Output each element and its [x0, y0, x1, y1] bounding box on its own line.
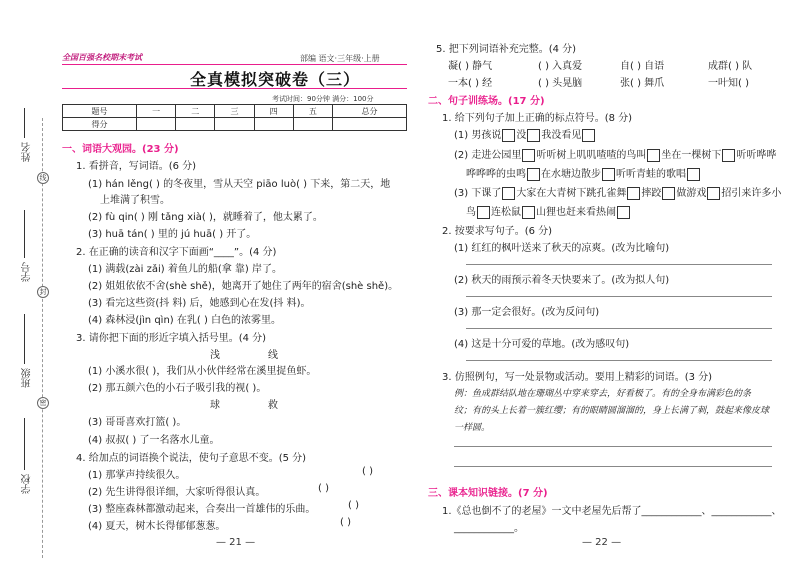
punct-box[interactable] — [722, 149, 735, 162]
question-2: 2. 在正确的读音和汉字下面画“____”。(4 分) — [76, 247, 277, 258]
header-rule-bottom — [62, 88, 407, 89]
score-input-cell[interactable] — [215, 118, 254, 131]
sentence-part: 哗哗哗的虫鸣 — [466, 169, 526, 180]
punct-sentence-3-cont — [466, 203, 631, 219]
score-input-cell[interactable] — [137, 118, 176, 131]
question-4-4: (4) 夏天，树木长得郁郁葱葱。 — [88, 521, 226, 532]
punct-box[interactable] — [502, 129, 515, 142]
sentence-part: 听听哗哗 — [736, 150, 777, 161]
question-1: 1. 看拼音，写词语。(6 分) — [76, 161, 197, 172]
rewrite-4: (4) 这是十分可爱的草地。(改为感叹句) — [454, 339, 630, 350]
question-2-2: (2) 姐姐依依不舍(shè shě)，她离开了她住了两年的宿舍(shè shě)。 — [88, 281, 399, 292]
name-blank[interactable] — [24, 108, 25, 138]
punct-box[interactable] — [477, 206, 490, 219]
answer-line[interactable] — [466, 328, 772, 329]
punct-box[interactable] — [707, 187, 720, 200]
sentence-part: 连松鼠 — [491, 207, 521, 218]
page-number-left: — 21 — — [216, 537, 256, 548]
idiom-item: 凝( ) 静气 — [448, 61, 493, 72]
question-4-2: (2) 先生讲得很详细，大家听得很认真。 — [88, 487, 266, 498]
sentence-part: 听听树上叽叽喳喳的鸟叫 — [536, 150, 647, 161]
idiom-item: 张( ) 舞爪 — [620, 78, 665, 89]
score-table-score-row — [63, 118, 407, 131]
score-cell: 一 — [137, 105, 176, 118]
idiom-item: 成群( ) 队 — [708, 61, 753, 72]
question-2-1-title: 1. 给下列句子加上正确的标点符号。(8 分) — [442, 113, 633, 124]
header-rule-top — [62, 64, 407, 65]
char-option: 线 — [268, 350, 278, 361]
answer-line[interactable] — [466, 264, 772, 265]
answer-paren[interactable]: ( ) — [340, 517, 351, 528]
question-3-2: (2) 那五颜六色的小石子吸引我的视( )。 — [88, 383, 267, 394]
answer-line[interactable] — [454, 446, 772, 447]
question-4-1: (1) 那掌声持续很久。 — [88, 470, 186, 481]
sentence-part: 山狸也赶来看热闹 — [536, 207, 616, 218]
answer-line[interactable] — [454, 466, 772, 467]
binding-circle-close: 密 — [37, 397, 49, 409]
idiom-item: ( ) 头晃脑 — [538, 78, 583, 89]
sentence-part: (2) 走进公园里 — [454, 150, 522, 161]
school-blank[interactable] — [24, 418, 25, 470]
time-info: 考试时间：90分钟 满分：100分 — [272, 95, 374, 103]
score-input-cell[interactable] — [176, 118, 215, 131]
sentence-part: 在水塘边散步 — [541, 169, 601, 180]
answer-line[interactable] — [466, 296, 772, 297]
idiom-item: 自( ) 自语 — [620, 61, 665, 72]
score-table — [62, 104, 407, 131]
punct-sentence-3 — [454, 184, 781, 200]
question-3-1-text: 1.《总也倒不了的老屋》一文中老屋先后帮了____________、____________、 — [442, 506, 782, 517]
rewrite-3: (3) 那一定会很好。(改为反问句) — [454, 307, 600, 318]
punct-box[interactable] — [522, 149, 535, 162]
punct-sentence-2-cont — [466, 165, 701, 181]
score-cell: 四 — [254, 105, 293, 118]
question-2-2-title: 2. 按要求写句子。(6 分) — [442, 226, 553, 237]
binding-circle-seal: 封 — [37, 286, 49, 298]
sentence-part: 坐在一棵树下 — [661, 150, 722, 161]
question-1-3: (3) huā tán( ) 里的 jú huā( ) 开了。 — [88, 229, 257, 240]
student-id-blank[interactable] — [24, 210, 25, 258]
question-4: 4. 给加点的词语换个说法，使句子意思不变。(5 分) — [76, 453, 307, 464]
score-cell: 题号 — [63, 105, 137, 118]
punct-box[interactable] — [627, 187, 640, 200]
idiom-item: 一叶知( ) — [708, 78, 749, 89]
score-cell: 五 — [293, 105, 332, 118]
answer-line[interactable] — [466, 360, 772, 361]
punct-box[interactable] — [582, 129, 595, 142]
punct-box[interactable] — [527, 168, 540, 181]
punct-box[interactable] — [687, 168, 700, 181]
char-option: 救 — [268, 400, 278, 411]
question-3: 3. 请你把下面的形近字填入括号里。(4 分) — [76, 333, 267, 344]
exam-banner: 全国百强名校期末考试 — [62, 53, 142, 62]
example-line-2: 纹；有的头上长着一簇红缨；有的眼睛圆溜溜的，身上长满了刺，鼓起来像皮球 — [454, 406, 770, 416]
student-id-label: 学号 — [22, 262, 33, 282]
section-1-heading: 一、词语大观园。(23 分) — [62, 144, 179, 155]
sentence-part: (3) 下课了 — [454, 188, 502, 199]
page-title: 全真模拟突破卷（三） — [190, 70, 361, 89]
question-3-4: (4) 叔叔( ) 了一名落水儿童。 — [88, 435, 220, 446]
score-table-header-row — [63, 105, 407, 118]
class-label: 班级 — [22, 368, 33, 388]
example-line-3: 一样圆。 — [454, 423, 491, 433]
question-3-3: (3) 哥哥喜欢打篮( )。 — [88, 417, 187, 428]
sentence-part: 做游戏 — [676, 188, 707, 199]
section-2-heading: 二、句子训练场。(17 分) — [428, 96, 545, 107]
punct-box[interactable] — [502, 187, 515, 200]
school-label: 学校 — [22, 474, 33, 494]
question-5: 5. 把下列词语补充完整。(4 分) — [436, 44, 577, 55]
punct-sentence-1 — [454, 126, 596, 142]
example-line-1: 例：鱼成群结队地在珊瑚丛中穿来穿去，好看极了。有的全身布满彩色的条 — [454, 389, 752, 399]
sentence-part: 没 — [516, 130, 527, 141]
score-cell: 总分 — [332, 105, 406, 118]
punct-box[interactable] — [522, 206, 535, 219]
edition-label: 部编 语文·三年级·上册 — [300, 54, 380, 63]
punct-sentence-2 — [454, 146, 776, 162]
question-1-1-cont: 上堆满了积雪。 — [100, 195, 170, 206]
char-option: 球 — [210, 400, 220, 411]
sentence-part: 听听青蛙的歌唱 — [616, 169, 686, 180]
char-option: 浅 — [210, 350, 220, 361]
question-2-1: (1) 满载(zài zǎi) 着鱼儿的船(拿 靠) 岸了。 — [88, 264, 282, 275]
question-2-3: (3) 看完这些资(抖 料) 后，她感到心在发(抖 料)。 — [88, 298, 311, 309]
answer-paren[interactable]: ( ) — [362, 466, 373, 477]
sentence-part: 招引来许多小 — [721, 188, 782, 199]
answer-paren[interactable]: ( ) — [348, 500, 359, 511]
score-row-label: 得分 — [63, 118, 137, 131]
section-3-heading: 三、课本知识链接。(7 分) — [428, 488, 548, 499]
punct-box[interactable] — [527, 129, 540, 142]
punct-box[interactable] — [617, 206, 630, 219]
sentence-part: 我没看见 — [541, 130, 582, 141]
question-2-3-title: 3. 仿照例句，写一处景物或活动。要用上精彩的词语。(3 分) — [442, 372, 713, 383]
score-input-cell[interactable] — [254, 118, 293, 131]
score-input-cell[interactable] — [293, 118, 332, 131]
sentence-part: 摔跤 — [641, 188, 662, 199]
name-label: 姓名 — [22, 142, 33, 162]
answer-paren[interactable]: ( ) — [318, 483, 329, 494]
question-1-1: (1) hán lěng( ) 的冬夜里，雪从天空 piāo luò( ) 下来，第二天，地 — [88, 179, 391, 190]
question-3-1-cont: ____________。 — [454, 523, 524, 534]
score-input-cell[interactable] — [332, 118, 406, 131]
punct-box[interactable] — [647, 149, 660, 162]
rewrite-2: (2) 秋天的雨预示着冬天快要来了。(改为拟人句) — [454, 275, 670, 286]
sentence-part: 鸟 — [466, 207, 476, 218]
question-3-1: (1) 小溪水很( )，我们从小伙伴经常在溪里捉鱼虾。 — [88, 366, 317, 377]
question-2-4: (4) 森林浸(jìn qìn) 在乳( ) 白色的浓雾里。 — [88, 315, 282, 326]
score-cell: 三 — [215, 105, 254, 118]
question-4-3: (3) 整座森林都激动起来，合奏出一首雄伟的乐曲。 — [88, 504, 316, 515]
binding-strip — [0, 0, 58, 576]
idiom-item: 一本( ) 经 — [448, 78, 493, 89]
punct-box[interactable] — [662, 187, 675, 200]
page-number-right: — 22 — — [582, 537, 622, 548]
score-cell: 二 — [176, 105, 215, 118]
punct-box[interactable] — [602, 168, 615, 181]
rewrite-1: (1) 红红的枫叶送来了秋天的凉爽。(改为比喻句) — [454, 243, 670, 254]
binding-dashed-line — [42, 118, 43, 558]
question-1-2: (2) fù qin( ) 刚 tǎng xià( )，就睡着了，他太累了。 — [88, 212, 323, 223]
sentence-part: (1) 男孩说 — [454, 130, 502, 141]
sentence-part: 大家在大青树下跳孔雀舞 — [516, 188, 627, 199]
idiom-item: ( ) 入真爱 — [538, 61, 583, 72]
class-blank[interactable] — [24, 314, 25, 364]
binding-circle-line: 线 — [37, 172, 49, 184]
